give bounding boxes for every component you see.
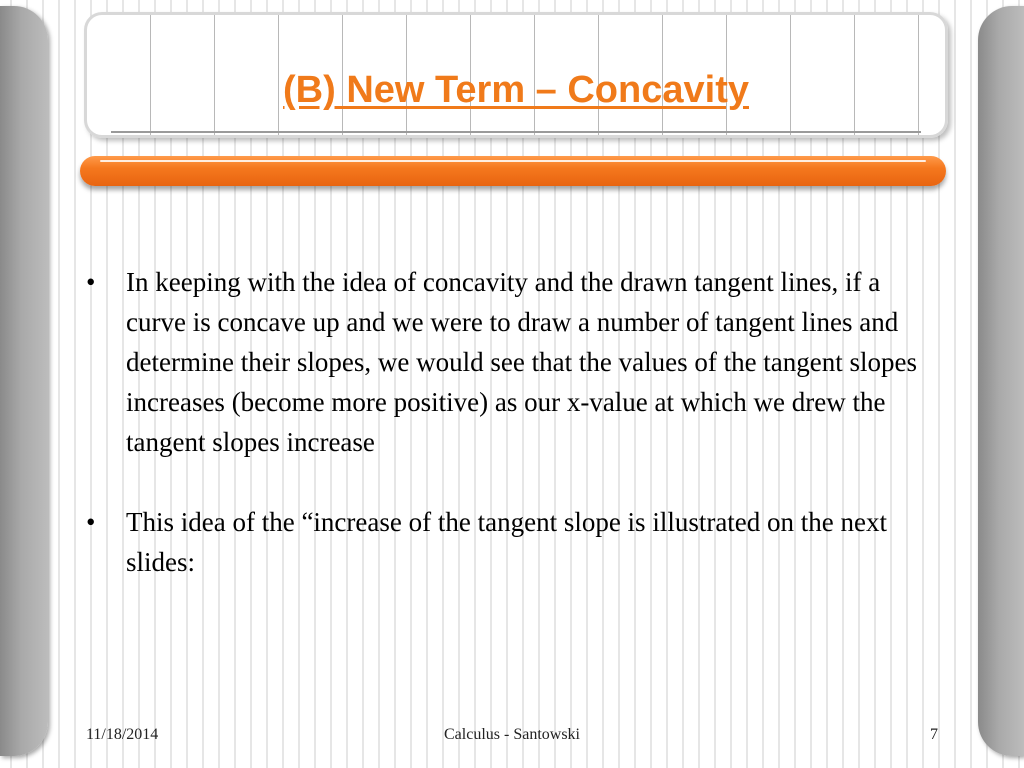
slide-title: (B) New Term – Concavity [283, 69, 749, 111]
slide-content [86, 262, 946, 622]
bullet-marker: • [86, 267, 96, 297]
title-frame [84, 12, 948, 138]
bullet-item [86, 502, 946, 582]
footer-title: Calculus - Santowski [444, 726, 580, 743]
right-decorative-bar [978, 6, 1024, 756]
footer-date: 11/18/2014 [86, 726, 159, 743]
bullet-item [86, 262, 946, 462]
bullet-text: In keeping with the idea of concavity and the drawn tangent lines, if a curve is concave up and we were to draw a number of tangent lines and determine their slopes, we would see that the values of the tangent slopes increases (become more positive) as our x-value at which we drew the tangent slopes increase [126, 267, 918, 457]
page-number: 7 [930, 726, 938, 743]
bullet-marker: • [86, 507, 96, 537]
accent-bar [80, 156, 946, 186]
bullet-text: This idea of the “increase of the tangent slope is illustrated on the next slides: [126, 507, 888, 577]
left-decorative-bar [0, 6, 48, 756]
